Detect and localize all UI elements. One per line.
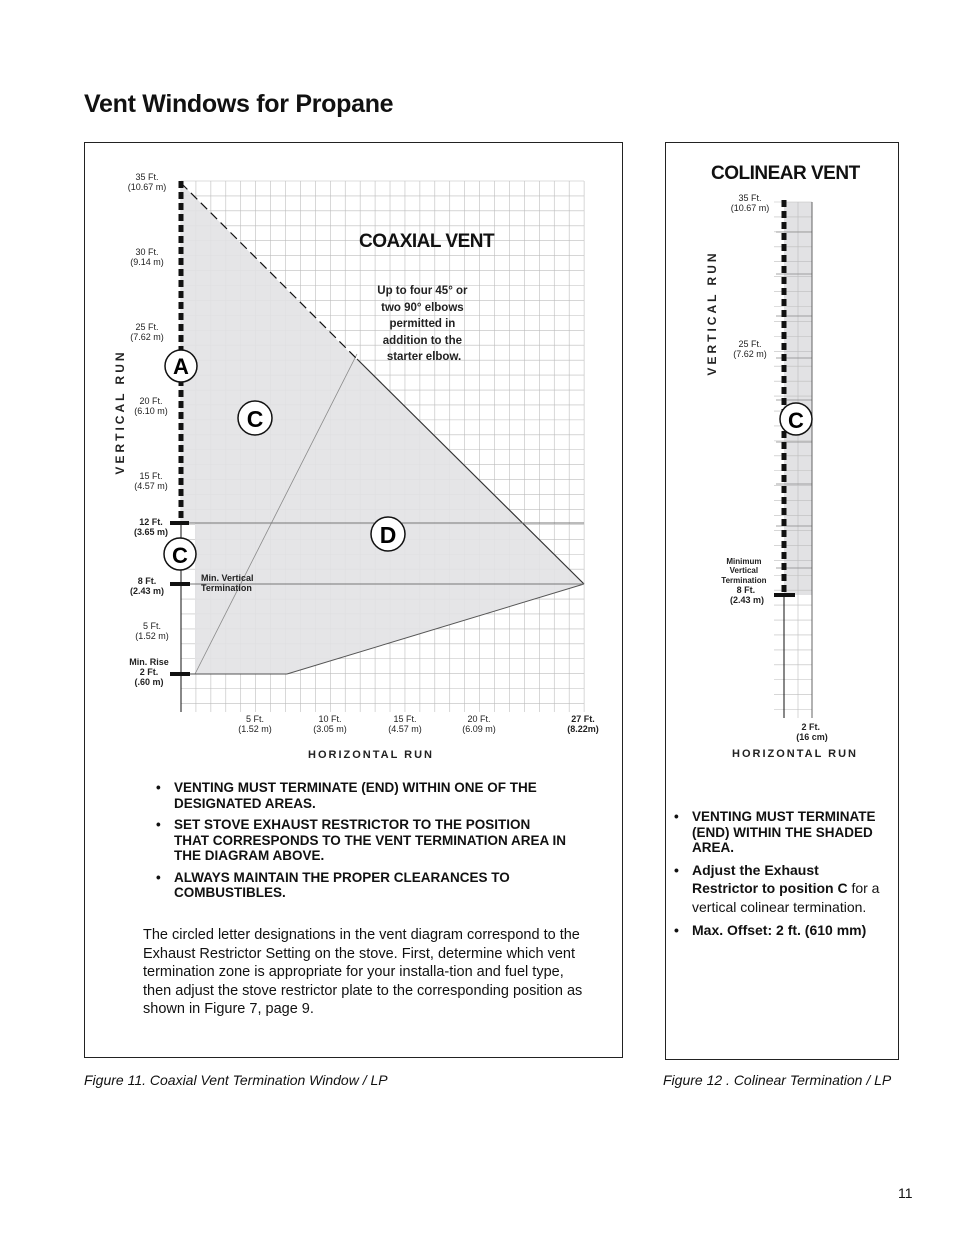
horizontal-axis-label: HORIZONTAL RUN xyxy=(308,749,434,761)
coaxial-paragraph: The circled letter designations in the vent diagram correspond to the Exhaust Restrictor Setting on the stove. First, determine which vent termination zone is appropriate for your installa-tion and fuel type, then adjust the stove restrictor plate to the corresponding position as shown in Figure 7, page 9. xyxy=(143,927,583,1017)
page-number: 11 xyxy=(898,1185,913,1201)
colinear-bullet-bold: Adjust the Exhaust Restrictor to position C xyxy=(692,861,848,896)
coaxial-bullet: • VENTING MUST TERMINATE (END) WITHIN ONE OF THE DESIGNATED AREAS. xyxy=(156,780,566,811)
x-tick-10: 10 Ft. (3.05 m) xyxy=(313,714,347,734)
svg-text:C: C xyxy=(788,408,804,433)
x-tick-20: 20 Ft. (6.09 m) xyxy=(462,714,496,734)
x-tick-27: 27 Ft. (8.22m) xyxy=(567,714,599,734)
colinear-bullet: • Max. Offset: 2 ft. (610 mm) xyxy=(674,921,884,940)
y-tick-5: 5 Ft. (1.52 m) xyxy=(135,621,169,641)
coaxial-bullet: • SET STOVE EXHAUST RESTRICTOR TO THE POSITION THAT CORRESPONDS TO THE VENT TERMINATION AREA IN THE DIAGRAM ABOVE. xyxy=(156,817,566,864)
figure-12-caption: Figure 12 . Colinear Termination / LP xyxy=(663,1072,892,1088)
elbow-note: Up to four 45° or two 90° elbows permitted in addition to the starter elbow. xyxy=(377,285,468,363)
colinear-title: COLINEAR VENT xyxy=(711,163,860,184)
colinear-horizontal-axis-label: HORIZONTAL RUN xyxy=(732,748,858,760)
colinear-bullet: • VENTING MUST TERMINATE (END) WITHIN THE SHADED AREA. xyxy=(674,809,884,856)
colinear-y-tick-35: 35 Ft. (10.67 m) xyxy=(730,193,770,213)
coaxial-bullet: • ALWAYS MAINTAIN THE PROPER CLEARANCES TO COMBUSTIBLES. xyxy=(156,870,566,901)
page-title: Vent Windows for Propane xyxy=(84,90,394,118)
coaxial-bullet-list xyxy=(156,780,566,907)
y-tick-35: 35 Ft. (10.67 m) xyxy=(127,172,167,192)
x-tick-15: 15 Ft. (4.57 m) xyxy=(388,714,422,734)
y-tick-25: 25 Ft. (7.62 m) xyxy=(130,322,164,342)
min-vertical-termination-label: Min. Vertical Termination xyxy=(201,573,254,593)
svg-text:C: C xyxy=(172,543,188,568)
colinear-zone-c-marker xyxy=(780,403,812,435)
y-tick-15: 15 Ft. (4.57 m) xyxy=(134,471,168,491)
colinear-vertical-axis-label: VERTICAL RUN xyxy=(705,250,719,376)
colinear-y-tick-25: 25 Ft. (7.62 m) xyxy=(733,339,767,359)
colinear-bullet-list xyxy=(674,809,884,945)
vertical-axis-label: VERTICAL RUN xyxy=(113,349,127,475)
y-tick-20: 20 Ft. (6.10 m) xyxy=(134,396,168,416)
colinear-tick-8ft xyxy=(774,593,795,597)
svg-text:C: C xyxy=(246,406,264,432)
y-tick-12: 12 Ft. (3.65 m) xyxy=(133,517,169,537)
min-rise-label: Min. Rise 2 Ft. (.60 m) xyxy=(129,657,169,687)
colinear-bullet xyxy=(674,861,884,917)
figure-11-caption: Figure 11. Coaxial Vent Termination Window / LP xyxy=(84,1072,388,1088)
x-tick-5: 5 Ft. (1.52 m) xyxy=(238,714,272,734)
y-tick-30: 30 Ft. (9.14 m) xyxy=(130,247,164,267)
svg-text:D: D xyxy=(379,522,397,548)
svg-text:A: A xyxy=(173,354,189,379)
y-tick-8: 8 Ft. (2.43 m) xyxy=(129,576,165,596)
coaxial-title: COAXIAL VENT xyxy=(359,231,495,252)
colinear-bullet-rest: for a vertical colinear termination. xyxy=(692,880,880,915)
colinear-min-label: Minimum Vertical Termination 8 Ft. (2.43 m) xyxy=(721,557,767,605)
colinear-x-tick: 2 Ft. (16 cm) xyxy=(796,722,828,742)
